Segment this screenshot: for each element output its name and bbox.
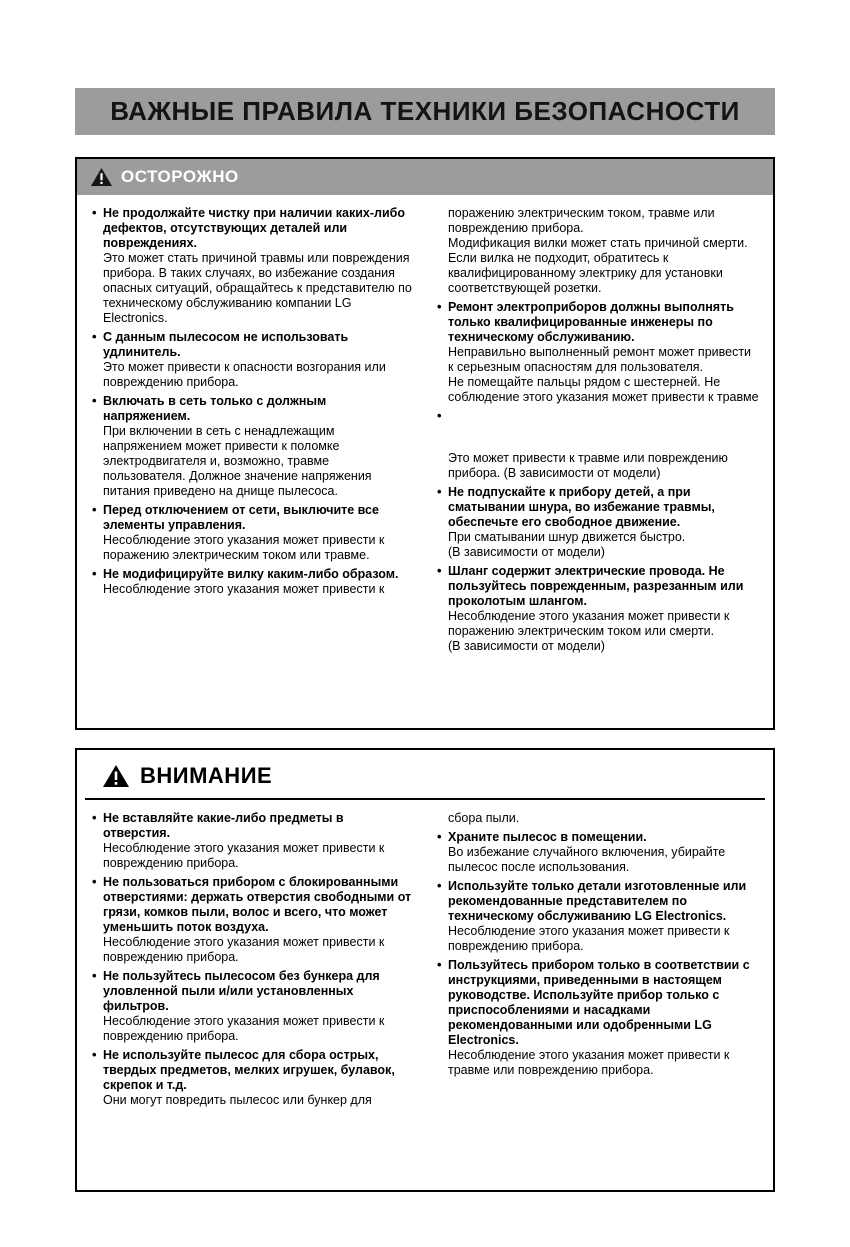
- list-item: [436, 830, 759, 875]
- item-text: (В зависимости от модели): [448, 639, 605, 653]
- caution-left-column: [91, 811, 414, 1112]
- caution-box: [75, 748, 775, 1192]
- item-lead: • Не пользуйтесь пылесосом без бункера для уловленной пыли и/или установленных фильтров.: [103, 969, 380, 1013]
- warning-header: [77, 159, 773, 195]
- item-text: Несоблюдение этого указания может привести к повреждению прибора.: [103, 935, 385, 964]
- caution-content: [77, 800, 773, 1120]
- list-item: [436, 300, 759, 405]
- page-title-bar: [75, 88, 775, 135]
- item-lead: • Не подпускайте к прибору детей, а при сматывании шнура, во избежание травмы, обеспечьте его свободное движение.: [448, 485, 715, 529]
- item-lead: • Не пользоваться прибором с блокированными отверстиями: держать отверстия свободными от грязи, комков пыли, волос и всего, что может уменьшить поток воздуха.: [103, 875, 412, 934]
- warning-box: [75, 157, 775, 730]
- warning-right-column: [436, 206, 759, 658]
- item-text: Несоблюдение этого указания может привести к повреждению прибора.: [103, 1014, 385, 1043]
- item-text: Несоблюдение этого указания может привести к поражению электрическим током или смерти.: [448, 609, 730, 638]
- item-text: Несоблюдение этого указания может привести к повреждению прибора.: [103, 841, 385, 870]
- list-item: [91, 969, 414, 1044]
- list-item: [91, 394, 414, 499]
- item-text: Они могут повредить пылесос или бункер для: [103, 1093, 372, 1107]
- caution-header: [77, 750, 773, 798]
- item-lead: • Не модифицируйте вилку каким-либо образом.: [103, 567, 399, 581]
- item-text: При сматывании шнур движется быстро.: [448, 530, 686, 544]
- item-lead: • Храните пылесос в помещении.: [448, 830, 647, 844]
- item-lead: • Не продолжайте чистку при наличии каких-либо дефектов, отсутствующих деталей или повреждениях.: [103, 206, 406, 250]
- item-lead: • Не вставляйте какие-либо предметы в отверстия.: [103, 811, 344, 840]
- continuation-text: [436, 451, 759, 481]
- item-text: Не помещайте пальцы рядом с шестерней. Не соблюдение этого указания может привести к травме: [448, 375, 759, 404]
- item-lead: • Используйте только детали изготовленные или рекомендованные представителем по техническому обслуживанию LG Electronics.: [448, 879, 747, 923]
- list-item: [91, 206, 414, 326]
- list-item: [436, 958, 759, 1078]
- list-item: [436, 879, 759, 954]
- list-item: [91, 503, 414, 563]
- bullet-only-item: [436, 409, 759, 423]
- item-lead: • Перед отключением от сети, выключите все элементы управления.: [103, 503, 379, 532]
- list-item: [91, 1048, 414, 1108]
- item-lead: • Пользуйтесь прибором только в соответствии с инструкциями, приведенными в настоящем руководстве. Используйте прибор только с приспособлениями и насадками рекомендованными или одобренными LG Electronics.: [448, 958, 750, 1047]
- item-text: Во избежание случайного включения, убирайте пылесос после использования.: [448, 845, 726, 874]
- warning-content: [77, 195, 773, 666]
- item-text: Несоблюдение этого указания может привести к: [103, 582, 385, 596]
- list-item: [436, 485, 759, 560]
- item-text: сбора пыли.: [448, 811, 520, 825]
- caution-header-label: ВНИМАНИЕ: [140, 763, 273, 788]
- list-item: [91, 811, 414, 871]
- item-text: Это может привести к опасности возгорания или повреждению прибора.: [103, 360, 386, 389]
- list-item: [91, 567, 414, 597]
- item-text: Несоблюдение этого указания может привести к травме или повреждению прибора.: [448, 1048, 730, 1077]
- caution-right-column: [436, 811, 759, 1112]
- item-text: Модификация вилки может стать причиной смерти. Если вилка не подходит, обратитесь к квалифицированному электрику для установки соответствующей розетки.: [448, 236, 748, 295]
- item-text: Это может стать причиной травмы или повреждения прибора. В таких случаях, во избежание создания опасных ситуаций, обращайтесь к представителю по техническому обслуживанию компании LG Electronics.: [103, 251, 412, 325]
- item-text: (В зависимости от модели): [448, 545, 605, 559]
- list-item: [91, 875, 414, 965]
- continuation-text: [436, 811, 759, 826]
- item-text: Несоблюдение этого указания может привести к повреждению прибора.: [448, 924, 730, 953]
- page-title: ВАЖНЫЕ ПРАВИЛА ТЕХНИКИ БЕЗОПАСНОСТИ: [110, 96, 740, 126]
- item-lead: • Включать в сеть только с должным напряжением.: [103, 394, 327, 423]
- list-item: [91, 330, 414, 390]
- item-text: Это может привести к травме или повреждению прибора. (В зависимости от модели): [448, 451, 728, 480]
- warning-left-column: [91, 206, 414, 658]
- item-lead: • Не используйте пылесос для сбора острых, твердых предметов, мелких игрушек, булавок, скрепок и т.д.: [103, 1048, 395, 1092]
- warning-triangle-icon: [103, 765, 129, 787]
- item-text: поражению электрическим током, травме или повреждению прибора.: [448, 206, 715, 235]
- item-text: При включении в сеть с ненадлежащим напряжением может привести к поломке электродвигателя и, возможно, травме пользователя. Должное значение напряжения питания приведено на днище пылесоса.: [103, 424, 372, 498]
- item-text: Неправильно выполненный ремонт может привести к серьезным опасностям для пользователя.: [448, 345, 752, 374]
- item-lead: • С данным пылесосом не использовать удлинитель.: [103, 330, 349, 359]
- list-item: [436, 564, 759, 654]
- warning-header-label: ОСТОРОЖНО: [121, 167, 239, 186]
- continuation-text: [436, 206, 759, 296]
- item-lead: • Ремонт электроприборов должны выполнять только квалифицированные инженеры по техническому обслуживанию.: [448, 300, 734, 344]
- item-lead: • Шланг содержит электрические провода. Не пользуйтесь поврежденным, разрезанным или проколотым шлангом.: [448, 564, 744, 608]
- item-text: Несоблюдение этого указания может привести к поражению электрическим током или травме.: [103, 533, 385, 562]
- warning-triangle-icon: [91, 168, 112, 186]
